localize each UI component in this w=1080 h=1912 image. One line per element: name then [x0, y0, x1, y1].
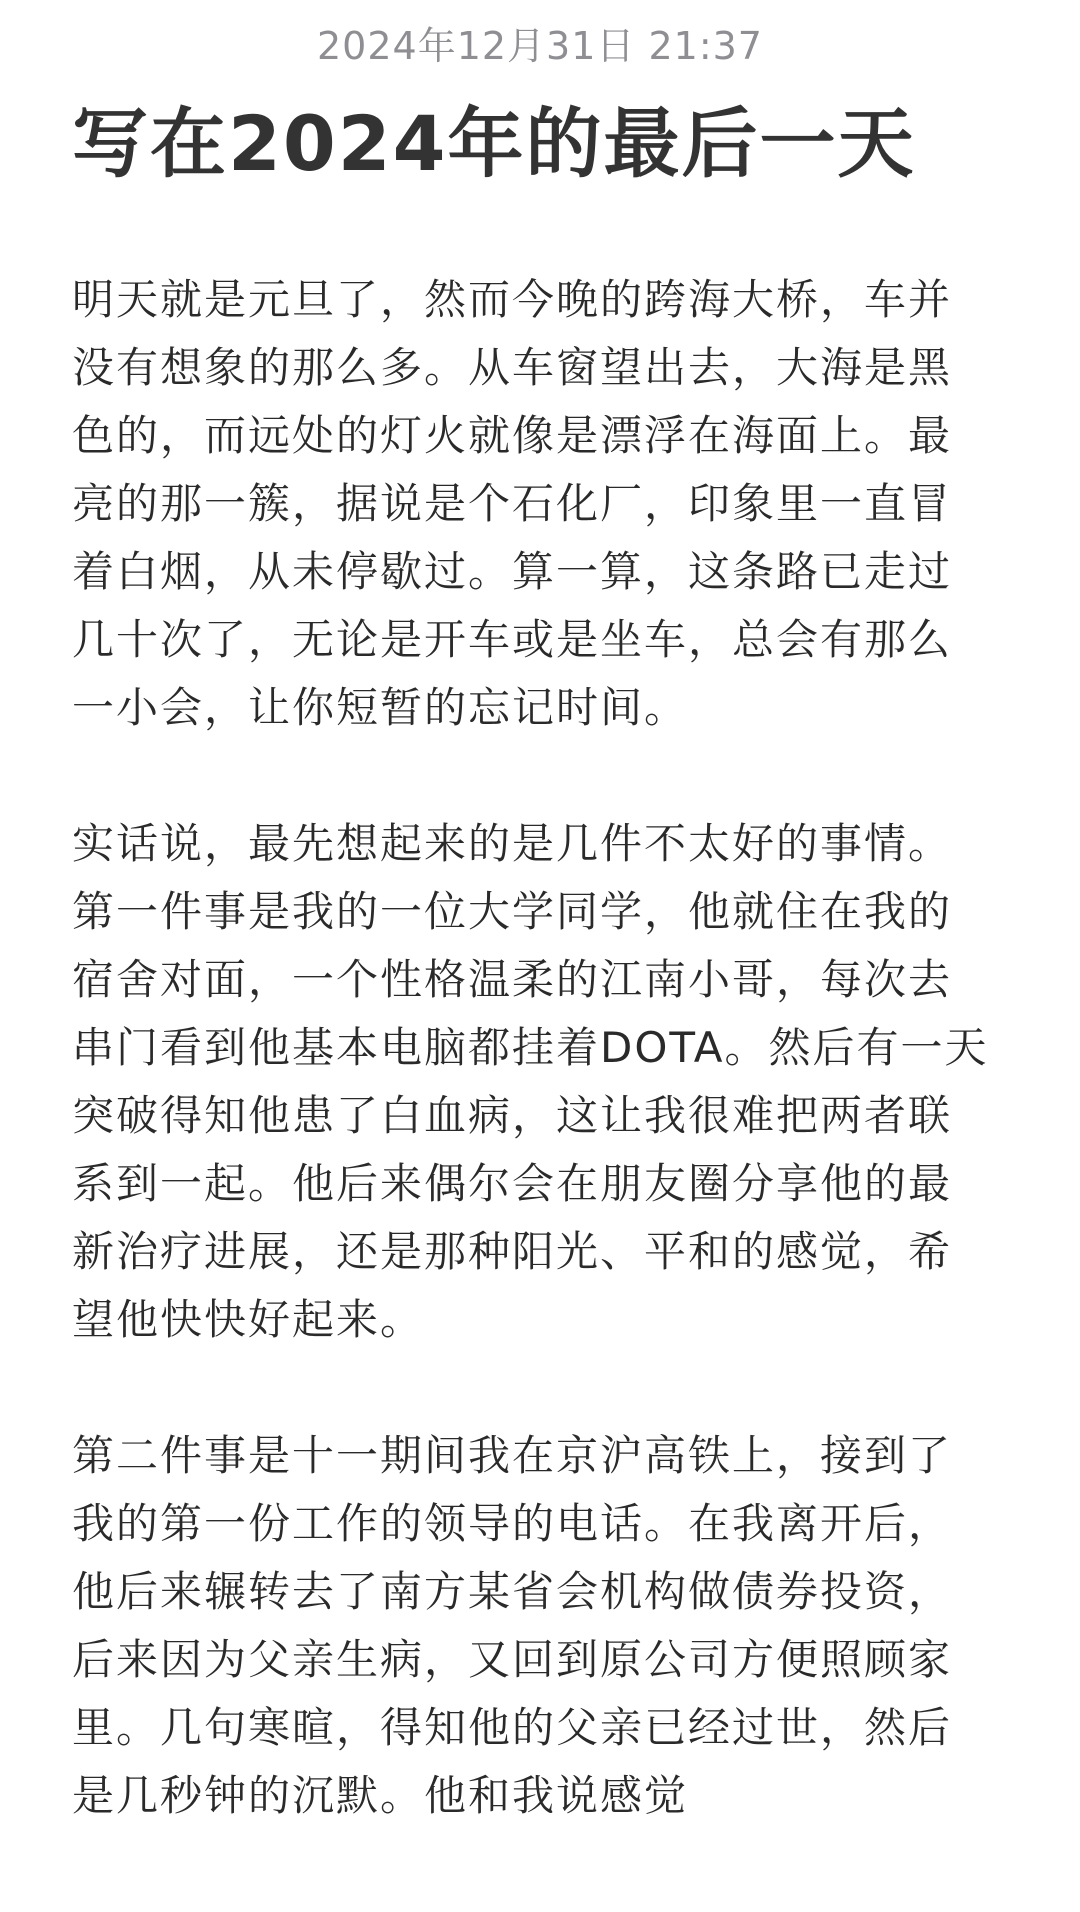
paragraph-1[interactable]: 明天就是元旦了，然而今晚的跨海大桥，车并没有想象的那么多。从车窗望出去，大海是黑色的，而远处的灯火就像是漂浮在海面上。最亮的那一簇，据说是个石化厂，印象里一直冒着白烟，从未停歇过。算一算，这条路已走过几十次了，无论是开车或是坐车，总会有那么一小会，让你短暂的忘记时间。	[72, 275, 953, 732]
paragraph-3[interactable]: 第二件事是十一期间我在京沪高铁上，接到了我的第一份工作的领导的电话。在我离开后，他后来辗转去了南方某省会机构做债券投资，后来因为父亲生病，又回到原公司方便照顾家里。几句寒暄，得知他的父亲已经过世，然后是几秒钟的沉默。他和我说感觉	[72, 1431, 953, 1820]
note-title[interactable]: 写在2024年的最后一天	[72, 99, 916, 188]
note-body[interactable]	[72, 266, 992, 1898]
note-timestamp: 2024年12月31日 21:37	[316, 24, 763, 68]
paragraph-2[interactable]: 实话说，最先想起来的是几件不太好的事情。第一件事是我的一位大学同学，他就住在我的宿舍对面，一个性格温柔的江南小哥，每次去串门看到他基本电脑都挂着DOTA。然后有一天突破得知他患了白血病，这让我很难把两者联系到一起。他后来偶尔会在朋友圈分享他的最新治疗进展，还是那种阳光、平和的感觉，希望他快快好起来。	[72, 819, 989, 1344]
